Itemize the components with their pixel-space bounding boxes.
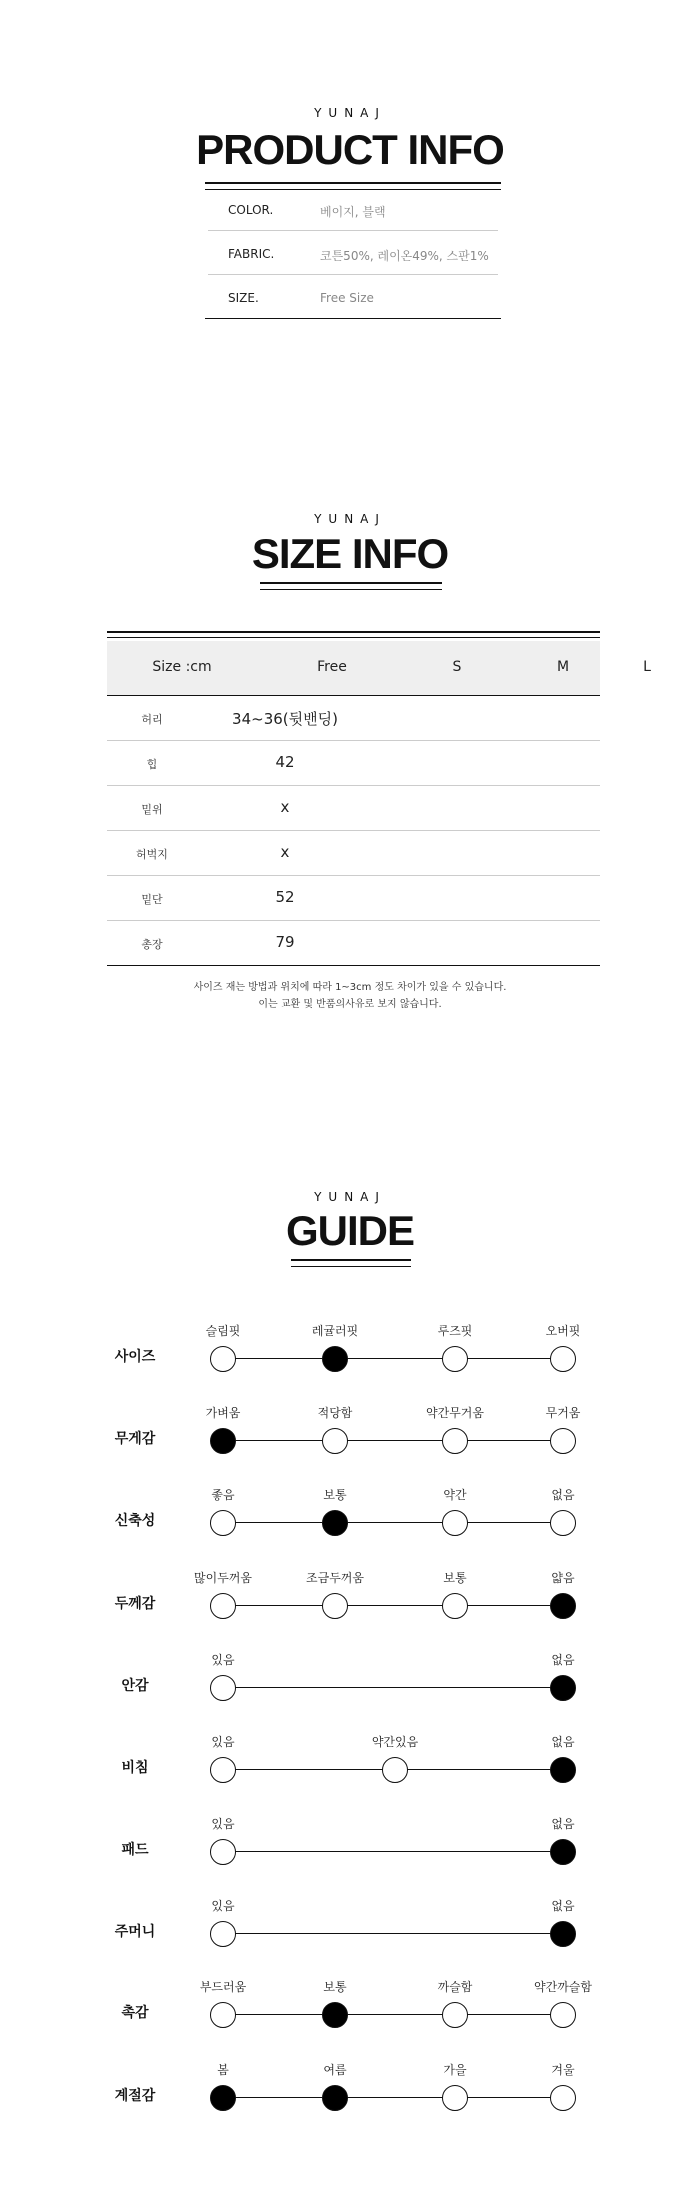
guide-dot	[550, 2002, 576, 2028]
guide-dot	[210, 1675, 236, 1701]
measure-label: 총장	[141, 938, 163, 951]
guide-option-label: 보통	[323, 1488, 347, 1502]
guide-row	[0, 1897, 700, 1957]
guide-option-label: 겨울	[551, 2063, 575, 2077]
size-table-header	[107, 641, 651, 696]
guide-dot-selected	[210, 1428, 236, 1454]
guide-dot	[210, 1921, 236, 1947]
guide-option-label: 없음	[551, 1488, 575, 1502]
guide-attribute-label: 무게감	[114, 1431, 156, 1447]
guide-row	[0, 1815, 700, 1875]
guide-dot	[322, 1428, 348, 1454]
guide-attribute-label: 신축성	[114, 1513, 156, 1529]
guide-option-label: 부드러움	[199, 1980, 247, 1994]
guide-option-label: 가벼움	[205, 1406, 241, 1420]
guide-attribute-label: 촉감	[121, 2005, 149, 2021]
guide-attribute-label: 계절감	[114, 2088, 156, 2104]
measure-value: 79	[275, 933, 295, 951]
measure-label: 밑단	[141, 893, 163, 906]
header-l: L	[643, 659, 651, 675]
guide-dot	[442, 1346, 468, 1372]
title-underline	[291, 1266, 411, 1267]
product-info-label: SIZE.	[228, 291, 259, 305]
guide-option-label: 약간무거움	[426, 1406, 484, 1420]
size-note-line: 이는 교환 및 반품의사유로 보지 않습니다.	[258, 999, 442, 1010]
guide-scale-line	[224, 1605, 570, 1606]
guide-dot-selected	[322, 1510, 348, 1536]
table-row	[107, 921, 600, 966]
guide-row	[0, 1404, 700, 1464]
guide-option-label: 슬림핏	[205, 1324, 241, 1338]
guide-option-label: 있음	[211, 1817, 235, 1831]
table-row	[107, 831, 600, 876]
guide-row	[0, 2061, 700, 2121]
guide-scale-line	[224, 1851, 570, 1852]
table-top-line	[107, 631, 600, 633]
guide-row	[0, 1486, 700, 1546]
guide-dot-selected	[322, 1346, 348, 1372]
table-row	[107, 876, 600, 921]
measure-value: 52	[275, 888, 295, 906]
product-info-value: 코튼50%, 레이온49%, 스판1%	[320, 249, 489, 263]
guide-option-label: 약간있음	[371, 1735, 419, 1749]
guide-option-label: 오버핏	[545, 1324, 581, 1338]
guide-dot	[210, 1593, 236, 1619]
guide-scale-line	[224, 1687, 570, 1688]
product-info-value: Free Size	[320, 291, 374, 305]
guide-dot	[210, 1346, 236, 1372]
row-divider	[208, 274, 498, 275]
section-title: GUIDE	[285, 1207, 414, 1254]
measure-value: x	[280, 843, 290, 861]
guide-dot	[382, 1757, 408, 1783]
guide-dot	[442, 1510, 468, 1536]
guide-scale-line	[224, 1933, 570, 1934]
guide-option-label: 있음	[211, 1653, 235, 1667]
guide-dot	[442, 2002, 468, 2028]
product-info-label: FABRIC.	[228, 247, 275, 261]
measure-label: 허리	[141, 713, 163, 726]
guide-attribute-label: 안감	[121, 1678, 149, 1694]
brand-name: YUNAJ	[314, 1190, 386, 1204]
guide-dot-selected	[210, 2085, 236, 2111]
guide-scale-line	[224, 2014, 570, 2015]
guide-attribute-label: 패드	[121, 1842, 149, 1858]
guide-option-label: 많이두꺼움	[194, 1571, 252, 1585]
title-underline	[291, 1259, 411, 1261]
guide-dot	[210, 1757, 236, 1783]
measure-value: x	[280, 798, 290, 816]
table-row	[107, 696, 600, 741]
guide-option-label: 루즈핏	[437, 1324, 473, 1338]
guide-dot	[322, 1593, 348, 1619]
size-note-line: 사이즈 재는 방법과 위치에 따라 1~3cm 정도 차이가 있을 수 있습니다.	[193, 982, 507, 993]
guide-dot	[442, 1593, 468, 1619]
measure-label: 허벅지	[136, 848, 168, 861]
guide-option-label: 조금두꺼움	[306, 1571, 364, 1585]
guide-scale-line	[224, 1358, 570, 1359]
guide-option-label: 좋음	[211, 1488, 235, 1502]
guide-dot	[550, 1346, 576, 1372]
guide-dot	[210, 1510, 236, 1536]
guide-attribute-label: 주머니	[114, 1924, 156, 1940]
measure-label: 힙	[146, 758, 158, 771]
guide-dot	[442, 2085, 468, 2111]
guide-option-label: 약간까슬함	[534, 1980, 592, 1994]
guide-row	[0, 1978, 700, 2038]
section-title: SIZE INFO	[251, 530, 449, 577]
guide-scale-line	[224, 1522, 570, 1523]
guide-dot-selected	[322, 2085, 348, 2111]
guide-option-label: 적당함	[317, 1406, 353, 1420]
guide-option-label: 보통	[443, 1571, 467, 1585]
header-free: Free	[317, 659, 347, 675]
title-underline	[260, 582, 442, 584]
guide-option-label: 있음	[211, 1735, 235, 1749]
guide-option-label: 약간	[443, 1488, 467, 1502]
guide-row	[0, 1569, 700, 1629]
header-size-unit: Size :cm	[152, 659, 212, 675]
guide-option-label: 봄	[217, 2063, 229, 2077]
guide-attribute-label: 사이즈	[114, 1349, 156, 1365]
guide-option-label: 무거움	[545, 1406, 581, 1420]
guide-option-label: 얇음	[551, 1571, 575, 1585]
guide-dot-selected	[550, 1593, 576, 1619]
section-title: PRODUCT INFO	[196, 126, 504, 173]
table-row	[107, 786, 600, 831]
guide-dot	[210, 2002, 236, 2028]
measure-label: 밑위	[141, 803, 163, 816]
product-info-label: COLOR.	[228, 203, 274, 217]
guide-option-label: 레귤러핏	[311, 1324, 359, 1338]
header-s: S	[452, 659, 462, 675]
guide-dot	[550, 1510, 576, 1536]
table-row	[107, 741, 600, 786]
guide-option-label: 여름	[323, 2063, 347, 2077]
table-bottom-line	[205, 318, 501, 319]
guide-row	[0, 1322, 700, 1382]
guide-option-label: 없음	[551, 1735, 575, 1749]
measure-value: 42	[275, 753, 295, 771]
guide-row	[0, 1651, 700, 1711]
guide-scale-line	[224, 1440, 570, 1441]
guide-dot	[210, 1839, 236, 1865]
brand-name: YUNAJ	[314, 512, 386, 526]
title-underline	[205, 189, 501, 190]
guide-dot	[550, 1428, 576, 1454]
guide-dot-selected	[322, 2002, 348, 2028]
guide-dot-selected	[550, 1839, 576, 1865]
guide-option-label: 없음	[551, 1653, 575, 1667]
guide-dot-selected	[550, 1921, 576, 1947]
table-top-line	[107, 637, 600, 638]
guide-dot-selected	[550, 1675, 576, 1701]
guide-option-label: 가을	[443, 2063, 467, 2077]
guide-option-label: 보통	[323, 1980, 347, 1994]
guide-dot-selected	[550, 1757, 576, 1783]
title-underline	[205, 182, 501, 184]
guide-attribute-label: 두께감	[114, 1596, 156, 1612]
header-m: M	[556, 659, 570, 675]
guide-option-label: 없음	[551, 1817, 575, 1831]
guide-attribute-label: 비침	[121, 1760, 149, 1776]
row-divider	[208, 230, 498, 231]
guide-option-label: 까슬함	[437, 1980, 473, 1994]
guide-option-label: 있음	[211, 1899, 235, 1913]
measure-value: 34~36(뒷밴딩)	[232, 710, 338, 728]
guide-scale-line	[224, 2097, 570, 2098]
guide-dot	[442, 1428, 468, 1454]
guide-row	[0, 1733, 700, 1793]
brand-name: YUNAJ	[314, 106, 386, 120]
product-info-value: 베이지, 블랙	[320, 205, 386, 219]
guide-option-label: 없음	[551, 1899, 575, 1913]
title-underline	[260, 589, 442, 590]
guide-dot	[550, 2085, 576, 2111]
